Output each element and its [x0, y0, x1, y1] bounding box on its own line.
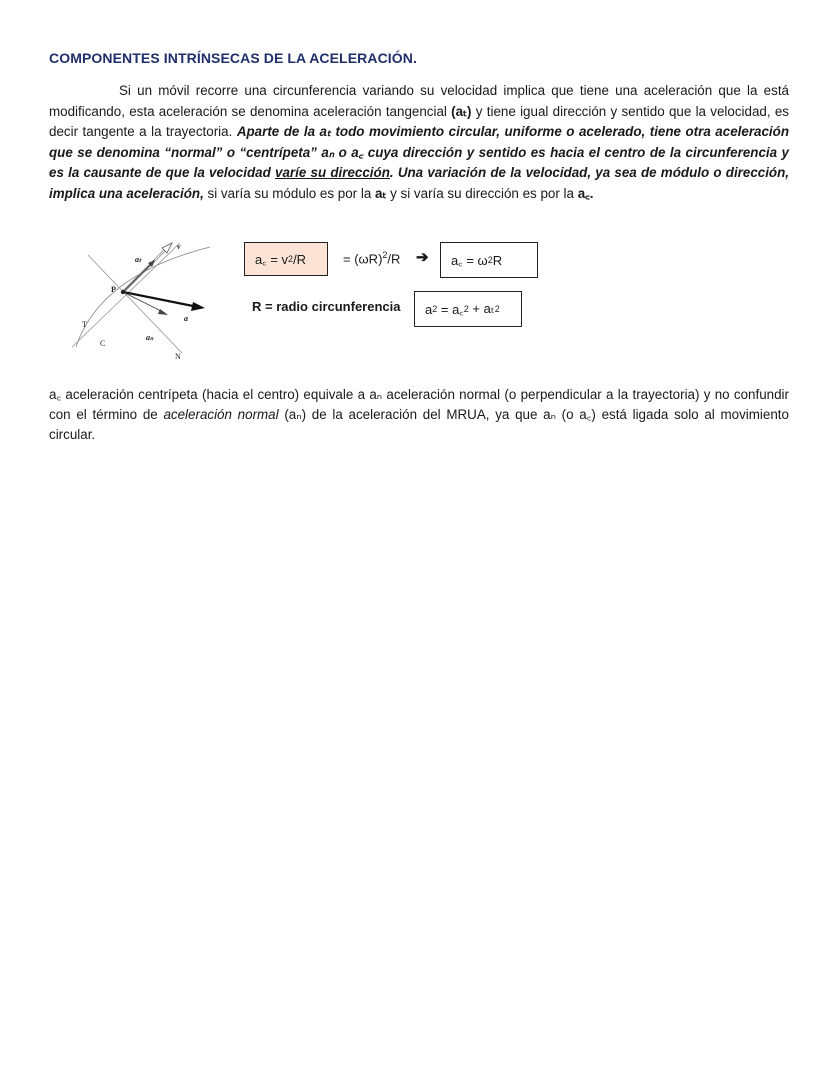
- para2-text-1: a꜀ aceleración centrípeta (hacia el centro) equivale a aₙ aceleración normal (o perpendicular a la trayectoria) y no confundir con el término de: [49, 387, 789, 422]
- para1-text-4: y si varía su dirección es por la: [386, 185, 578, 201]
- centripetal-note-paragraph: [49, 385, 789, 445]
- para1-at-symbol: (aₜ): [451, 103, 472, 119]
- para1-at-symbol-2: aₜ: [375, 185, 387, 201]
- formula-box-a-squared: a 2 = a꜀ 2 + aₜ 2: [414, 291, 522, 327]
- page-title: COMPONENTES INTRÍNSECAS DE LA ACELERACIÓN.: [49, 50, 417, 66]
- para1-ac-symbol: a꜀.: [577, 185, 594, 201]
- label-p: P: [111, 285, 116, 294]
- intro-paragraph: [49, 81, 789, 204]
- point-p: [121, 290, 125, 294]
- formula-omega-r: = $(\omega R)^2/R$: [343, 250, 401, 267]
- para1-bold-italic-1: Aparte de la aₜ todo movimiento circular, uniforme o acelerado, tiene otra aceleración que se denomina “normal” o “centrípeta” aₙ o a꜀ cuya dirección y sentido es hacia el centro de la circunferencia y es la causante de que la velocidad: [49, 124, 789, 180]
- tangential-acceleration-vector: [123, 262, 153, 292]
- acceleration-diagram: [60, 235, 230, 365]
- formula-box-ac-v2: a꜀ = v 2 /R: [244, 242, 328, 276]
- para1-bold-italic-2: . Una variación de la velocidad, ya sea de módulo o dirección, implica una aceleración,: [49, 165, 790, 201]
- label-c: C: [100, 339, 106, 348]
- label-a: a: [184, 314, 188, 323]
- acceleration-arrowhead: [191, 302, 205, 311]
- label-t: T: [82, 320, 87, 329]
- para2-italic: aceleración normal: [163, 407, 279, 422]
- implies-arrow-icon: ➔: [416, 249, 429, 266]
- para1-text-3: si varía su módulo es por la: [203, 185, 375, 201]
- label-n: N: [175, 352, 181, 361]
- label-an: aₙ: [146, 333, 154, 342]
- label-v: v: [177, 242, 181, 251]
- para2-text-2: (aₙ) de la aceleración del MRUA, ya que aₙ (o a꜀) está ligada solo al movimiento circular.: [49, 407, 789, 442]
- radius-label: R = radio circunferencia: [252, 299, 401, 314]
- label-at: aₜ: [135, 255, 142, 264]
- para1-underlined: varíe su dirección: [275, 165, 390, 180]
- para1-text-1: Si un móvil recorre una circunferencia variando su velocidad implica que tiene una aceleración que la está modificando, esta aceleración se denomina aceleración tangencial: [49, 83, 789, 119]
- para1-text-2: y tiene igual dirección y sentido que la velocidad, es decir tangente a la trayectoria.: [49, 103, 789, 139]
- formula-box-ac-omega2r: a꜀ = ω 2 R: [440, 242, 538, 278]
- acceleration-vector: [123, 292, 198, 307]
